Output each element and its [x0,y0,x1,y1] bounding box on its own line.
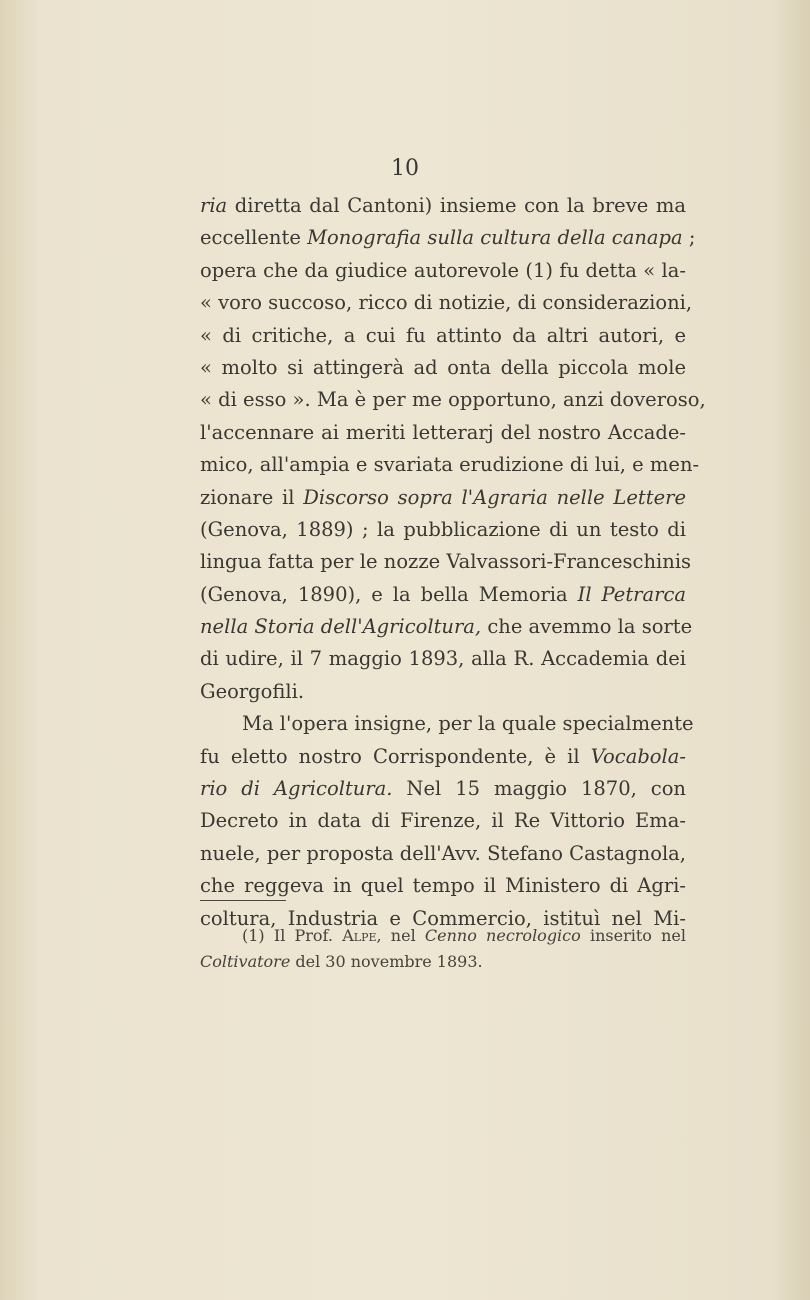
text-run: , nel [376,926,425,945]
text-line [200,449,700,481]
text-line [200,805,686,837]
text-line [200,255,686,287]
text-run: Nel 15 maggio 1870, con [392,777,686,801]
text-line [200,579,686,611]
italic-text: rio di Agricoltura. [200,777,393,801]
footnote-line [200,923,686,949]
italic-text: Monografia sulla cultura della canapa [307,226,683,250]
text-run: opera che da giudice autorevole (1) fu detta « la- [200,258,686,282]
text-line [200,741,686,773]
text-run: del 30 novembre 1893. [290,952,483,971]
text-run: coltura, Industria e Commercio, istituì nel Mi- [200,906,686,930]
footnote [200,923,686,975]
text-run: mico, all'ampia e svariata erudizione di lui, e men- [200,453,700,477]
italic-text: Discorso sopra l'Agraria nelle Lettere [303,485,686,509]
text-run: l'accennare ai meriti letterarj del nostro Accade- [200,420,686,444]
text-run: Decreto in data di Firenze, il Re Vittorio Ema- [200,809,686,833]
body-text [200,190,706,935]
text-run: che reggeva in quel tempo il Ministero di Agri- [200,874,686,898]
text-line [200,514,686,546]
text-line [200,838,686,870]
italic-text: ria [200,194,228,217]
text-line [200,773,686,805]
footnote-rule [200,900,286,901]
text-line [200,546,692,578]
text-run: Georgofili. [200,679,305,703]
text-line [200,287,693,319]
italic-text: Coltivatore [200,952,291,971]
text-line [200,708,694,740]
text-run: « voro succoso, ricco di notizie, di considerazioni, [200,291,693,315]
footnote-line [200,949,686,975]
italic-text: Vocabola- [590,744,686,768]
italic-text: nella Storia dell'Agricoltura, [200,615,482,639]
text-run: « di critiche, a cui fu attinto da altri autori, e [200,323,686,347]
text-run: « di esso ». Ma è per me opportuno, anzi doveroso, [200,388,706,412]
text-run: (Genova, 1890), e la bella Memoria [200,582,578,606]
text-line [200,611,693,643]
text-run: Ma l'opera insigne, per la quale specialmente [242,712,694,736]
text-run: « molto si attingerà ad onta della piccola mole [200,355,686,379]
italic-text: Cenno necrologico [424,926,581,945]
text-run: Alpe [342,926,377,945]
text-run: (1) Il Prof. [242,926,343,945]
text-run: che avemmo la sorte [481,615,693,639]
text-line [200,482,686,514]
text-run: (Genova, 1889) ; la pubblicazione di un testo di [200,517,686,541]
text-run: ; [682,226,696,250]
text-line [200,417,686,449]
text-run: eccellente [200,226,308,250]
text-run: di udire, il 7 maggio 1893, alla R. Accademia dei [200,647,686,671]
text-line [200,870,686,902]
text-line [200,320,686,352]
text-line [200,222,696,254]
page-number: 10 [391,156,419,181]
text-run: nuele, per proposta dell'Avv. Stefano Castagnola, [200,841,687,865]
text-line [200,643,686,675]
text-line [200,676,686,708]
italic-text: Il Petrarca [577,582,686,606]
text-line [200,384,706,416]
text-line [200,190,686,222]
text-run: diretta dal Cantoni) insieme con la breve ma [227,194,686,217]
text-line [200,352,686,384]
text-run: zionare il [200,485,304,509]
text-run: inserito nel [580,926,686,945]
text-run: lingua fatta per le nozze Valvassori-Franceschinis [200,550,692,574]
text-run: fu eletto nostro Corrispondente, è il [200,744,591,768]
